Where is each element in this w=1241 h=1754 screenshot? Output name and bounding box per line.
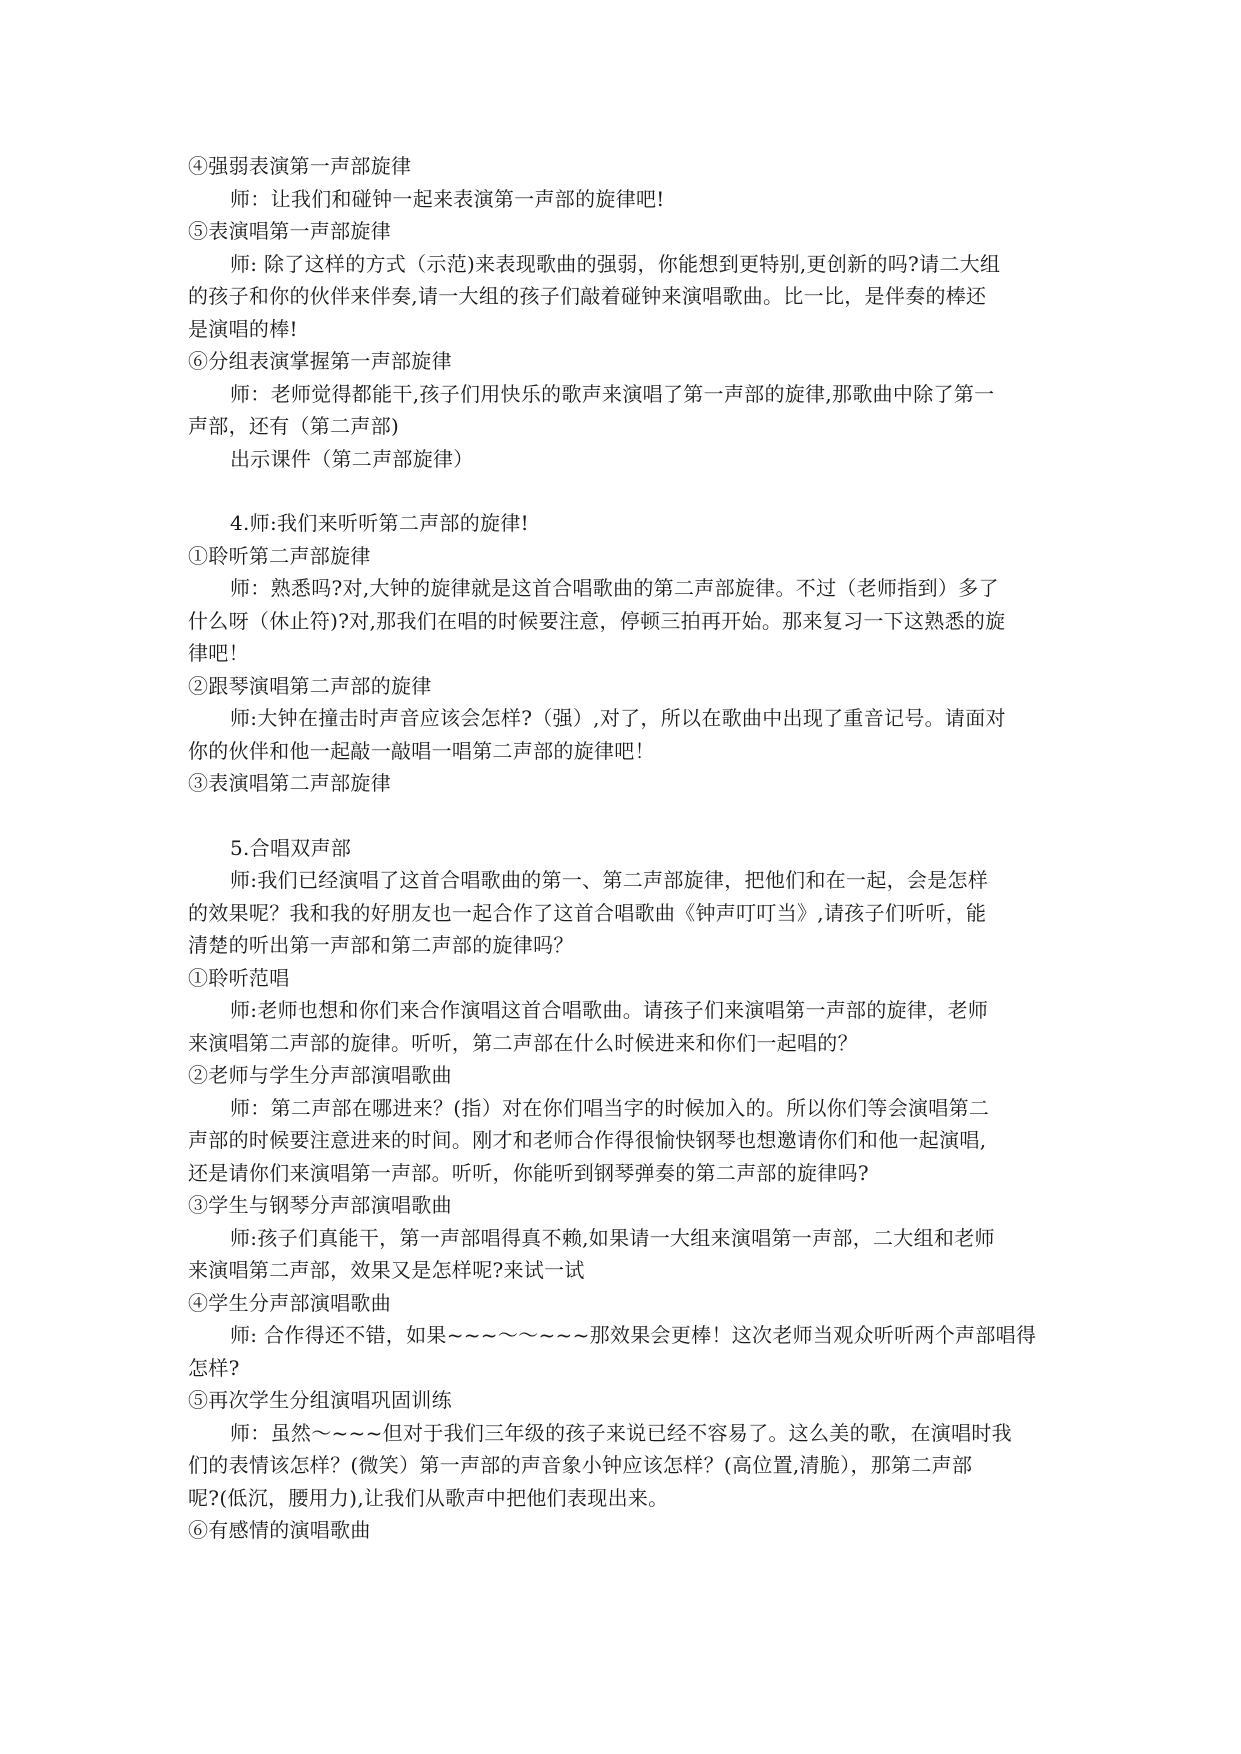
paragraph-line: 4.师:我们来听听第二声部的旋律! <box>230 511 529 535</box>
paragraph-line: 师:我们已经演唱了这首合唱歌曲的第一、第二声部旋律，把他们和在一起，会是怎样 <box>230 868 989 892</box>
text-line: 还是请你们来演唱第一声部。听听，你能听到钢琴弹奏的第二声部的旋律吗? <box>188 1160 869 1185</box>
blank-line <box>188 800 1058 832</box>
paragraph-line: 师：第二声部在哪进来？(指）对在你们唱当字的时候加入的。所以你们等会演唱第二 <box>230 1095 990 1120</box>
text-line: ⑤表演唱第一声部旋律 <box>188 219 391 243</box>
text-line: 来演唱第二声部的旋律。听听，第二声部在什么时候进来和你们一起唱的？ <box>188 1030 858 1055</box>
paragraph-line: 师：老师觉得都能干,孩子们用快乐的歌声来演唱了第一声部的旋律,那歌曲中除了第一 <box>230 381 995 406</box>
paragraph-line: 师: 除了这样的方式（示范)来表现歌曲的强弱，你能想到更特别,更创新的吗?请二大组 <box>230 251 1001 276</box>
text-line: ①聆听第二声部旋律 <box>188 543 371 568</box>
paragraph-line: 师:老师也想和你们来合作演唱这首合唱歌曲。请孩子们来演唱第一声部的旋律，老师 <box>230 998 989 1022</box>
text-line: 什么呀（休止符)?对,那我们在唱的时候要注意，停顿三拍再开始。那来复习一下这熟悉的旋 <box>188 608 1006 633</box>
paragraph-line: 师:孩子们真能干，第一声部唱得真不赖,如果请一大组来演唱第一声部，二大组和老师 <box>230 1225 995 1250</box>
paragraph-line: 师：让我们和碰钟一起来表演第一声部的旋律吧! <box>230 186 665 211</box>
text-line: ①聆听范唱 <box>188 965 290 990</box>
text-line: ⑥有感情的演唱歌曲 <box>188 1518 371 1542</box>
blank-line <box>188 475 1058 507</box>
text-line: 的效果呢？我和我的好朋友也一起合作了这首合唱歌曲《钟声叮叮当》,请孩子们听听，能 <box>188 900 987 925</box>
text-line: ②老师与学生分声部演唱歌曲 <box>188 1063 452 1087</box>
paragraph-line: 出示课件（第二声部旋律） <box>230 446 474 471</box>
text-line: 声部的时候要注意进来的时间。刚才和老师合作得很愉快钢琴也想邀请你们和他一起演唱, <box>188 1128 987 1152</box>
text-line: ④学生分声部演唱歌曲 <box>188 1290 391 1315</box>
paragraph-line: 师: 合作得还不错，如果~~~～～~~~那效果会更棒！这次老师当观众听听两个声部唱得 <box>230 1323 1037 1347</box>
text-line: ③表演唱第二声部旋律 <box>188 771 391 795</box>
text-line: 呢?(低沉，腰用力),让我们从歌声中把他们表现出来。 <box>188 1485 669 1510</box>
text-line: 的孩子和你的伙伴来伴奏,请一大组的孩子们敲着碰钟来演唱歌曲。比一比，是伴奏的棒还 <box>188 284 987 308</box>
text-line: 是演唱的棒! <box>188 316 298 341</box>
paragraph-line: 5.合唱双声部 <box>230 835 352 860</box>
text-line: 声部，还有（第二声部) <box>188 414 400 438</box>
text-line: ⑤再次学生分组演唱巩固训练 <box>188 1388 452 1412</box>
text-line: ②跟琴演唱第二声部的旋律 <box>188 673 432 698</box>
text-line: 怎样? <box>188 1355 240 1380</box>
paragraph-line: 师:大钟在撞击时声音应该会怎样?（强）,对了，所以在歌曲中出现了重音记号。请面对 <box>230 706 1006 730</box>
paragraph-line: 师：虽然～~~~但对于我们三年级的孩子来说已经不容易了。这么美的歌，在演唱时我 <box>230 1420 1012 1445</box>
text-line: ③学生与钢琴分声部演唱歌曲 <box>188 1193 452 1217</box>
text-line: 们的表情该怎样？(微笑）第一声部的声音象小钟应该怎样？(高位置,清脆），那第二声部 <box>188 1453 973 1477</box>
text-line: ④强弱表演第一声部旋律 <box>188 154 412 178</box>
paragraph-line: 师：熟悉吗?对,大钟的旋律就是这首合唱歌曲的第二声部旋律。不过（老师指到）多了 <box>230 576 999 600</box>
text-line: 来演唱第二声部，效果又是怎样呢?来试一试 <box>188 1258 585 1282</box>
text-line: 清楚的听出第一声部和第二声部的旋律吗？ <box>188 933 574 957</box>
document-body <box>188 150 1058 1547</box>
text-line: ⑥分组表演掌握第一声部旋律 <box>188 349 452 373</box>
text-line: 你的伙伴和他一起敲一敲唱一唱第二声部的旋律吧！ <box>188 738 655 763</box>
text-line: 律吧！ <box>188 641 249 665</box>
